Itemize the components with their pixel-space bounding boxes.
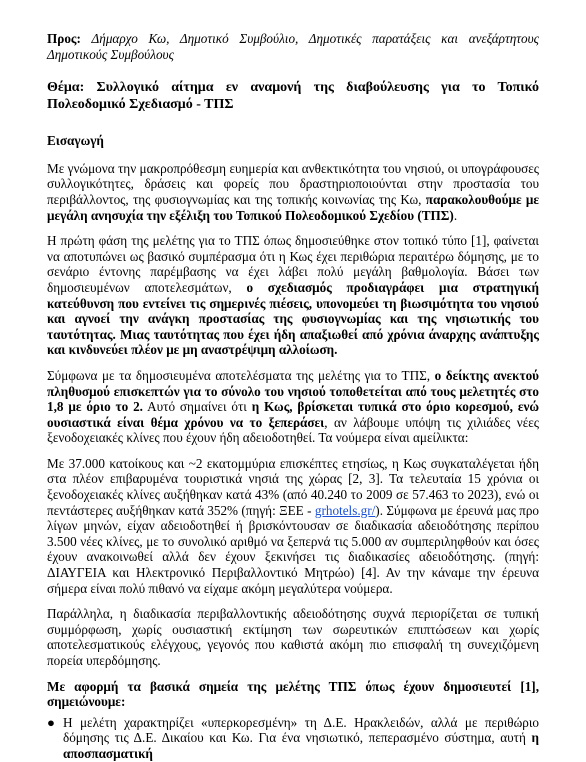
p3-text-3: , αν λάβουμε υπόψη τις χιλιάδες νέες ξενοδοχειακές κλίνες που έχουν ήδη αδειοδοτηθεί. Τα νούμερα είναι αμείλικτα: <box>47 414 539 446</box>
subject-line: Θέμα: Συλλογικό αίτημα εν αναμονή της διαβούλευσης για το Τοπικό Πολεοδομικό Σχεδιασμό - ΤΠΣ <box>47 80 539 112</box>
paragraph-1 <box>47 161 539 223</box>
bullet-text: Η μελέτη χαρακτηρίζει «υπερκορεσμένη» τη Δ.Ε. Ηρακλειδών, αλλά με περιθώριο δόμησης τις Δ.Ε. Δικαίου και Κω. Για ένα νησιωτικό, πεπερασμένο σύστημα, αυτή <box>63 714 539 746</box>
p2-bold: ο σχεδιασμός προδιαγράφει μια στρατηγική κατεύθυνση που εντείνει τις σημερινές πιέσεις, υπονομεύει τη βιωσιμότητα του νησιού και αγνοεί την ανάγκη προστασίας της φυσιογνωμίας και της νησιωτικής του ταυτότητας. Μιας ταυτότητας που έχει ήδη απαξιωθεί από χρόνια άναρχης ανάπτυξης και κινδυνεύει πλέον με μη αναστρέψιμη αλλοίωση. <box>47 279 539 358</box>
recipient-label: Προς: <box>47 31 81 46</box>
bullet-bold: η αποσπασματική <box>63 730 539 761</box>
section-heading-intro: Εισαγωγή <box>47 133 104 149</box>
p1-text: Με γνώμονα την μακροπρόθεσμη ευημερία και ανθεκτικότητα του νησιού, οι υπογράφουσες συλλογικότητες, δράσεις και φορείς που δραστηριοποιούνται στην προστασία του περιβάλλοντος, της φυσιογνωμίας και της τοπικής κοινωνίας της Κω, <box>47 160 539 207</box>
list-intro: Με αφορμή τα βασικά σημεία της μελέτης ΤΠΣ όπως έχουν δημοσιευτεί [1], σημειώνουμε: <box>47 678 539 710</box>
paragraph-4 <box>47 456 539 596</box>
p3-bold-1: ο δείκτης ανεκτού πληθυσμού επισκεπτών για το σύνολο του νησιού τοποθετείται από τους μελετητές στο 1,8 με όριο το 2. <box>47 367 540 415</box>
p4-text: Με 37.000 κατοίκους και ~2 εκατομμύρια επισκέπτες ετησίως, η Κως συγκαταλέγεται ήδη στα πλέον επιβαρυμένα τουριστικά νησιά της χώρας [2, 3]. Τα τελευταία 15 χρόνια οι ξενοδοχειακές κλίνες αυξήθηκαν κατά 43% (από 40.240 το 2009 σε 57.463 το 2023), ενώ οι πεντάστερες αυξήθηκαν κατά 352% (πηγή: ΞΕΕ - <box>47 455 539 518</box>
p3-bold-2: η Κως, βρίσκεται τυπικά στο όριο κορεσμού, ενώ ουσιαστικά είναι θέμα χρόνου να το ξεπεράσει <box>47 399 539 430</box>
p3-text: Σύμφωνα με τα δημοσιευμένα αποτελέσματα της μελέτης για το ΤΠΣ, <box>47 367 435 383</box>
recipient-text: Δήμαρχο Κω, Δημοτικό Συμβούλιο, Δημοτικές παρατάξεις και ανεξάρτητους Δημοτικούς Συμβούλους <box>47 31 539 62</box>
bullet-dot-icon: ● <box>47 714 55 730</box>
p1-bold: παρακολουθούμε με μεγάλη ανησυχία την εξέλιξη του Τοπικού Πολεοδομικού Σχεδίου (ΤΠΣ) <box>47 191 539 223</box>
source-link[interactable]: grhotels.gr/ <box>314 502 376 518</box>
paragraph-5: Παράλληλα, η διαδικασία περιβαλλοντικής αδειοδότησης συχνά περιορίζεται σε τυπική συμμόρφωση, χωρίς ουσιαστική εκτίμηση των σωρευτικών επιπτώσεων και χωρίς αποτελεσματικούς ελέγχους, γεγονός που καθιστά ακόμη πιο επισφαλή τη συνεχιζόμενη πορεία υπερδόμησης. <box>47 606 539 668</box>
paragraph-3 <box>47 368 539 446</box>
recipient-line <box>47 31 539 62</box>
document-page <box>47 31 539 762</box>
list-item <box>47 715 539 762</box>
p1-end: . <box>453 207 458 223</box>
p2-text: Η πρώτη φάση της μελέτης για το ΤΠΣ όπως δημοσιεύθηκε στον τοπικό τύπο [1], φαίνεται να αποτυπώνει ως βασικό συμπέρασμα ότι η Κως έχει περιθώρια περαιτέρω δόμησης, με το σενάριο έντονης παρέμβασης να έχει λάβει πολύ μεγάλη βαθμολογία. Βάσει των δημοσιευμένων αποτελεσμάτων, <box>47 233 539 295</box>
paragraph-2 <box>47 233 539 358</box>
p4-text-2: ). Σύμφωνα με έρευνά μας προ λίγων μηνών, είχαν αδειοδοτηθεί ή βρισκόντουσαν σε διαδικασία αδειοδότησης περίπου 3.500 νέες κλίνες, με το συνολικό αριθμό να ξεπερνά τις 5.000 αν συμπεριληφθούν και όσες έχουν ανακοινωθεί αλλά δεν έχουν ξεκινήσει τις διαδικασίες αδειοδότησης. (πηγή: ΔΙΑΥΓΕΙΑ και Ηλεκτρονικό Περιβαλλοντικό Μητρώο) [4]. Αν την κάναμε την έρευνα σήμερα είναι πολύ πιθανό να είχαμε ακόμη μεγαλύτερα νούμερα. <box>47 502 540 596</box>
p3-text-2: Αυτό σημαίνει ότι <box>142 399 252 415</box>
